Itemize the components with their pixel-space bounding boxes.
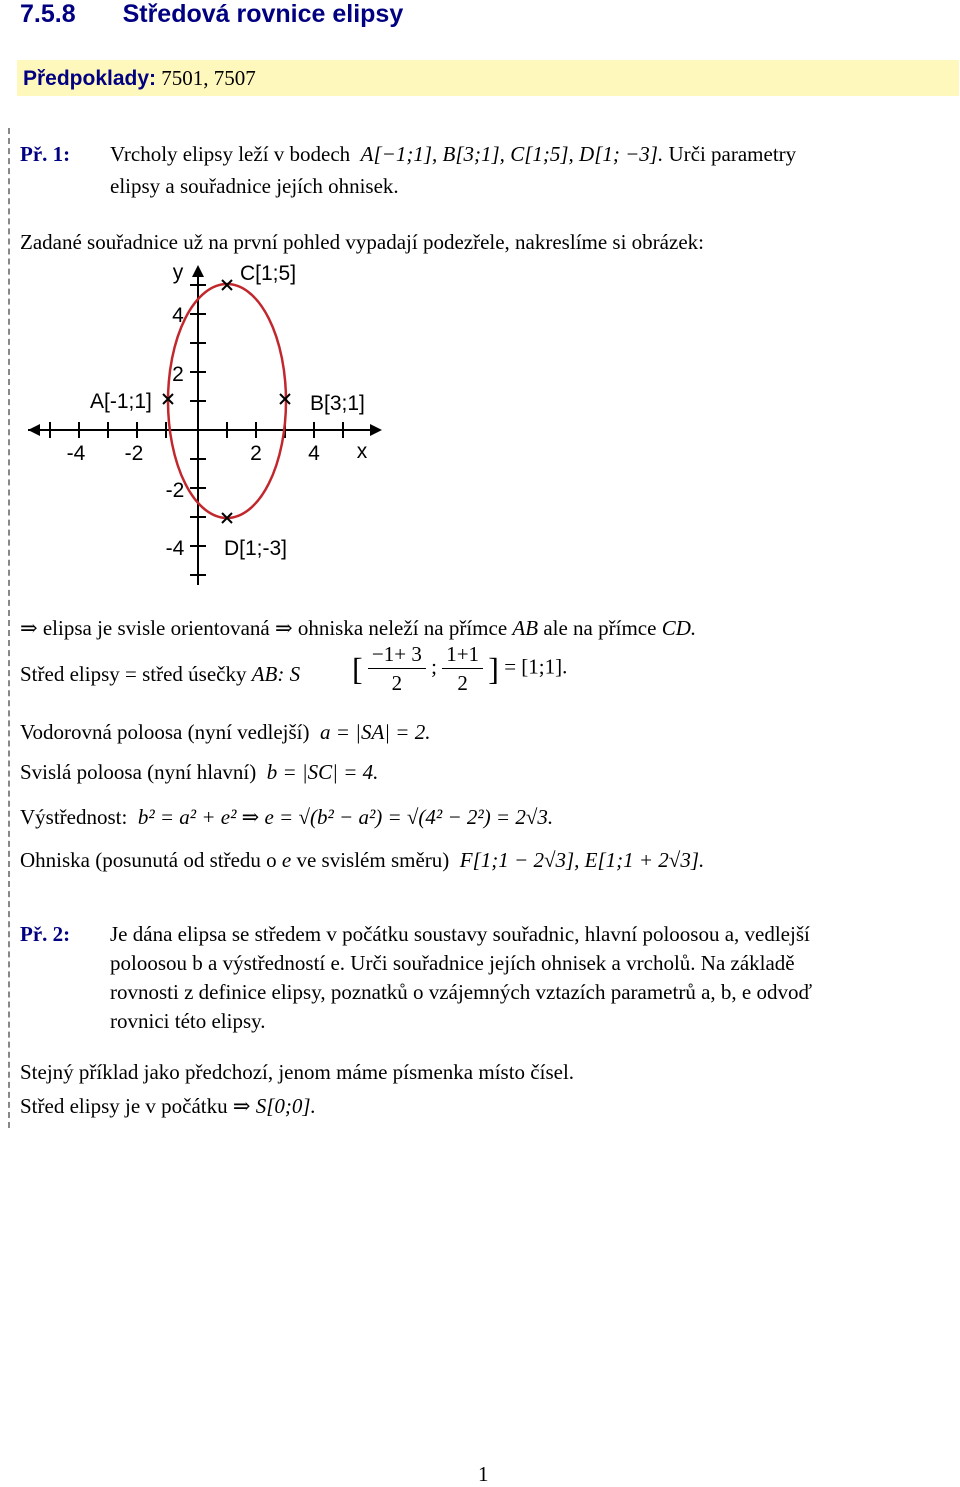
ellipse-figure: [20, 255, 410, 595]
y-tick-label-neg2: -2: [165, 479, 185, 502]
x-axis-label: x: [356, 440, 368, 463]
point-b: B[3;1],: [442, 142, 505, 166]
orient-text-b: ohniska neleží na přímce: [297, 616, 508, 640]
label-a: A[-1;1]: [90, 390, 152, 413]
orientation-line: [20, 614, 696, 642]
foci-e: e: [281, 848, 292, 872]
x-tick-label-neg2: -2: [124, 442, 144, 465]
after-line2-formula: S[0;0].: [255, 1094, 316, 1118]
bracket-right: ]: [488, 650, 499, 687]
x-tick-label-neg4: -4: [66, 442, 86, 465]
fraction-x: [368, 640, 426, 697]
x-axis-arrow-right: [370, 424, 382, 436]
semi-major-line: [20, 758, 378, 786]
ellipse-curve: [165, 284, 286, 518]
implies-icon: ⇒: [20, 616, 38, 640]
margin-rule: [8, 128, 14, 1128]
label-b: B[3;1]: [310, 392, 365, 415]
semi-minor-line: [20, 718, 430, 746]
implies-icon: ⇒: [274, 616, 293, 640]
fraction-y-den: 2: [457, 671, 468, 695]
intro-text: Zadané souřadnice už na první pohled vypadají podezřele, nakreslíme si obrázek:: [20, 230, 704, 254]
prerequisites-box: [17, 60, 959, 96]
after-line2: [20, 1092, 316, 1120]
semi-major-label: Svislá poloosa (nyní hlavní): [20, 760, 257, 784]
fraction-y: [442, 640, 483, 697]
section-number: 7.5.8: [20, 0, 76, 28]
center-fraction: [352, 640, 567, 697]
example1-text1: Vrcholy elipsy leží v bodech: [110, 142, 351, 166]
semi-minor-formula: a = |SA| = 2.: [320, 720, 431, 744]
example2-label: Př. 2:: [20, 922, 71, 946]
example2-line2: poloosou b a výstředností e. Urči souřadnice jejích ohnisek a vrcholů. Na základě: [110, 951, 795, 975]
point-c: C[1;5],: [510, 142, 574, 166]
center-ab: AB:: [251, 662, 285, 686]
foci-line: [20, 846, 704, 874]
example1-line1: [110, 140, 796, 168]
eccentricity-line: [20, 803, 553, 831]
foci-label2: ve svislém směru): [296, 848, 450, 872]
y-tick-label-neg4: -4: [165, 537, 185, 560]
point-a: A[−1;1],: [360, 142, 438, 166]
implies-icon: ⇒: [232, 1094, 251, 1118]
y-axis-label: y: [172, 261, 184, 284]
center-result: = [1;1].: [504, 654, 568, 679]
point-d: D[1; −3].: [579, 142, 664, 166]
example2-line4: rovnici této elipsy.: [110, 1009, 266, 1033]
fraction-sep: ;: [431, 654, 437, 679]
fraction-x-den: 2: [391, 671, 403, 695]
orient-cd: CD.: [661, 616, 697, 640]
ecc-label: Výstřednost:: [20, 805, 128, 829]
label-c: C[1;5]: [240, 262, 297, 285]
example1-line2: elipsy a souřadnice jejích ohnisek.: [110, 174, 399, 198]
center-label: Střed elipsy = střed úsečky: [20, 662, 247, 686]
example2-line3: rovnosti z definice elipsy, poznatků o vzájemných vztazích parametrů a, b, e odvoď: [110, 980, 813, 1004]
center-s: S: [289, 662, 301, 686]
label-d: D[1;-3]: [224, 537, 288, 560]
bracket-left: [: [352, 650, 363, 687]
page-number: 1: [478, 1462, 489, 1486]
x-axis-arrow-left: [28, 424, 40, 436]
foci-label: Ohniska (posunutá od středu o: [20, 848, 277, 872]
after-line2-text: Střed elipsy je v počátku: [20, 1094, 228, 1118]
after-line1: Stejný příklad jako předchozí, jenom máme písmenka místo čísel.: [20, 1060, 575, 1084]
foci-formula: F[1;1 − 2√3], E[1;1 + 2√3].: [459, 848, 705, 872]
prerequisites-label: Předpoklady:: [23, 67, 157, 90]
orient-ab: AB: [512, 616, 539, 640]
ecc-formula: b² = a² + e² ⇒ e = √(b² − a²) = √(4² − 2²) = 2√3.: [137, 805, 554, 829]
example1-text2: Urči parametry: [668, 142, 797, 166]
semi-major-formula: b = |SC| = 4.: [266, 760, 379, 784]
example2-line1: Je dána elipsa se středem v počátku soustavy souřadnic, hlavní poloosou a, vedlejší: [110, 922, 810, 946]
y-axis-arrow: [192, 265, 204, 277]
orient-text-c: ale na přímce: [543, 616, 657, 640]
semi-minor-label: Vodorovná poloosa (nyní vedlejší): [20, 720, 310, 744]
center-line: [20, 660, 300, 688]
x-tick-label-2: 2: [250, 442, 262, 465]
y-tick-label-2: 2: [172, 363, 184, 386]
y-tick-label-4: 4: [172, 304, 184, 327]
section-title: Středová rovnice elipsy: [122, 0, 404, 28]
example1-label: Př. 1:: [20, 142, 71, 166]
x-tick-label-4: 4: [308, 442, 320, 465]
orient-text-a: elipsa je svisle orientovaná: [42, 616, 270, 640]
fraction-x-num: −1+ 3: [368, 640, 426, 669]
prerequisites-value: 7501, 7507: [161, 66, 256, 90]
section-heading: [20, 0, 403, 29]
fraction-y-num: 1+1: [442, 640, 483, 669]
